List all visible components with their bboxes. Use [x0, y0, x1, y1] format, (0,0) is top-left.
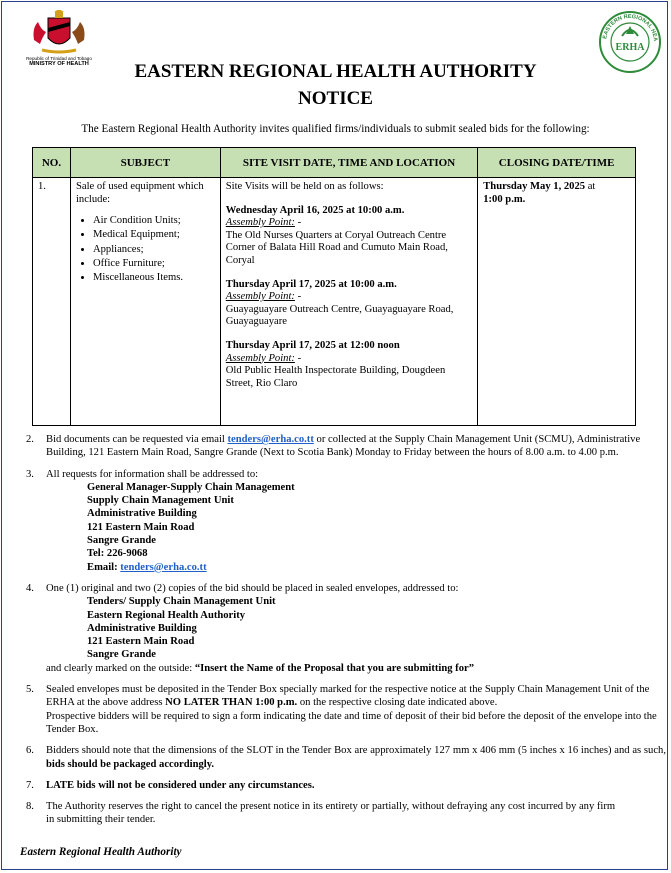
email-link[interactable]: tenders@erha.co.tt [120, 561, 207, 573]
telephone: Tel: 226-9068 [87, 548, 148, 560]
address-line: Tenders/ Supply Chain Management Unit [87, 596, 276, 608]
item-text: Prospective bidders will be required to sign a form indicating the date and time of deposit of their bid before the deposit of the envelope into the Tender Box. [46, 710, 657, 735]
table-header-row [33, 148, 636, 178]
visits-intro: Site Visits will be held on as follows: [225, 181, 384, 192]
item-number: 2. [26, 434, 34, 445]
item-text: Bid documents can be requested via email [46, 434, 225, 445]
item-text: The Authority reserves the right to cancel the present notice in its entirety or partially, without defraying any cost incurred by any firm in submitting their tender. [46, 801, 616, 826]
visit-location: Guayaguayare Outreach Centre, Guayaguayare Road, Guayaguayare [225, 303, 454, 328]
subject-intro: Sale of used equipment which include: [75, 181, 204, 205]
subject-list [76, 214, 215, 285]
address-line: Sangre Grande [87, 649, 156, 661]
item-text: One (1) original and two (2) copies of the bid should be placed in sealed envelopes, addressed to: [46, 582, 459, 594]
assembly-point-label: Assembly Point: [225, 217, 295, 229]
page-title: EASTERN REGIONAL HEALTH AUTHORITY [134, 61, 537, 82]
item-text: Sealed envelopes must be deposited in the Tender Box specially marked for the respective notice at the Supply Chain Management Unit of the ERHA at the above address [46, 684, 650, 709]
proposal-name-instruction: “Insert the Name of the Proposal that you are submitting for” [194, 662, 475, 674]
closing-date: Thursday May 1, 2025 [483, 181, 586, 192]
address-line: 121 Eastern Main Road [87, 636, 195, 648]
address-line: Administrative Building [87, 622, 197, 634]
header-no: NO. [33, 148, 71, 178]
late-bids-notice: LATE bids will not be considered under any circumstances. [46, 779, 315, 791]
list-item [26, 582, 666, 675]
cell-closing [478, 178, 636, 426]
ministry-label: MINISTRY OF HEALTH [29, 61, 89, 67]
item-number: 4. [26, 582, 34, 594]
item-number: 6. [26, 745, 34, 757]
list-item [26, 468, 666, 574]
item-text: on the respective closing date indicated above. [299, 697, 498, 709]
erha-center-text: ERHA [615, 42, 645, 53]
item-text: and clearly marked on the outside: [46, 662, 193, 674]
address-line: 121 Eastern Main Road [87, 521, 195, 533]
address-block [46, 481, 666, 574]
visit-date: Thursday April 17, 2025 at 10:00 a.m. [225, 278, 397, 290]
header-site-visit: SITE VISIT DATE, TIME AND LOCATION [220, 148, 477, 178]
packaging-emphasis: bids should be packaged accordingly. [46, 758, 215, 770]
address-block [46, 595, 666, 661]
coat-of-arms-icon [28, 10, 90, 56]
list-item: • Air Condition Units; [93, 214, 215, 228]
intro-text: The Eastern Regional Health Authority invites qualified firms/individuals to submit sealed bids for the following: [81, 123, 590, 135]
closing-time: 1:00 p.m. [483, 193, 526, 205]
item-text: Bidders should note that the dimensions of the SLOT in the Tender Box are approximately 127 mm x 406 mm (5 inches x 16 inches) and as such, [46, 745, 666, 757]
item-number: 8. [26, 801, 34, 813]
item-text: All requests for information shall be addressed to: [46, 468, 259, 480]
item-number: 7. [26, 779, 34, 791]
footer-signature: Eastern Regional Health Authority [20, 846, 182, 858]
address-line: General Manager-Supply Chain Management [87, 481, 295, 493]
assembly-point-label: Assembly Point: [225, 352, 295, 364]
address-line: Eastern Regional Health Authority [87, 609, 246, 621]
item-number: 3. [26, 468, 34, 480]
erha-ring-text: EASTERN REGIONAL HEA [602, 13, 659, 42]
table-row [33, 178, 636, 426]
assembly-point-label: Assembly Point: [225, 291, 295, 303]
ministry-of-health-logo [24, 10, 94, 67]
notice-items [26, 433, 666, 835]
visit-location: Old Public Health Inspectorate Building, Dougdeen Street, Rio Claro [225, 365, 446, 389]
cell-subject [70, 178, 220, 426]
header-closing: CLOSING DATE/TIME [478, 148, 636, 178]
address-line: Sangre Grande [87, 535, 156, 547]
list-item: • Miscellaneous Items. [93, 271, 215, 285]
deadline-emphasis: NO LATER THAN 1:00 p.m. [165, 697, 298, 709]
email-link[interactable]: tenders@erha.co.tt [227, 434, 314, 445]
address-line: Administrative Building [87, 508, 197, 520]
list-item [26, 744, 666, 771]
coat-caption: Republic of Trinidad and Tobago [26, 56, 92, 61]
visit-date: Thursday April 17, 2025 at 12:00 noon [225, 339, 400, 351]
list-item [26, 433, 666, 460]
list-item [26, 779, 666, 792]
email-label: Email: [87, 561, 118, 573]
list-item [26, 800, 666, 827]
closing-at: at [585, 181, 596, 192]
header-subject: SUBJECT [70, 148, 220, 178]
cell-no: 1. [33, 178, 71, 426]
page-subtitle: NOTICE [298, 88, 373, 109]
list-item [26, 683, 666, 736]
list-item: • Medical Equipment; [93, 228, 215, 242]
item-text: or collected at the Supply Chain Management Unit (SCMU), Administrative Building, 121 Eastern Main Road, Sangre Grande (Next to Scotia Bank) Monday to Friday between the hours of 8.00 a.m. to 4.00 p.m. [46, 434, 641, 459]
bid-table [32, 147, 636, 426]
list-item: • Office Furniture; [93, 257, 215, 271]
cell-site-visits: Site Visits will be held on as follows: Wednesday April 16, 2025 at 10:00 a.m. Assembly Point: - The Old Nurses Quarters at Coryal Outreach Centre Corner of Balata Hill Road and Cumuto Main Road, Coryal Thursday April 17, 2025 at 10:00 a.m. Assembly Point: - Guayaguayare Outreach Centre, Guayaguayare Road, Guayaguayare Thursday April 17, 2025 at 12:00 noon Assembly Point: - Old Public Health Inspectorate Building, Dougdeen Street, Rio Claro [220, 178, 477, 426]
list-item: • Appliances; [93, 243, 215, 257]
visit-date: Wednesday April 16, 2025 at 10:00 a.m. [225, 204, 405, 216]
address-line: Supply Chain Management Unit [87, 495, 234, 507]
visit-location: The Old Nurses Quarters at Coryal Outreach Centre Corner of Balata Hill Road and Cumuto Main Road, Coryal [225, 229, 448, 266]
item-number: 5. [26, 684, 34, 696]
